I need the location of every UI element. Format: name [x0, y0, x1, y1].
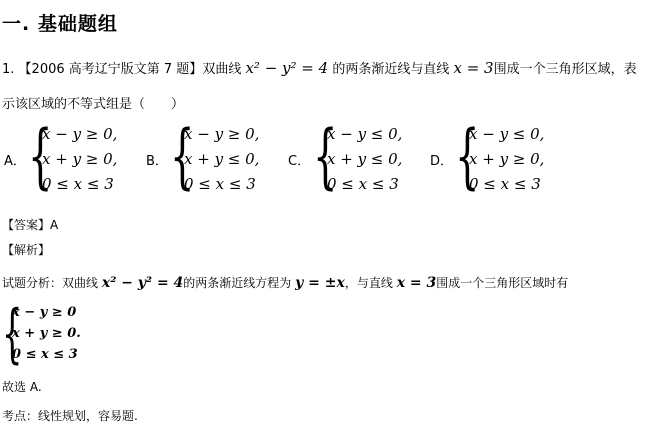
analysis-tail: 围成一个三角形区域时有 — [436, 276, 569, 290]
option-d-letter: D． — [430, 154, 454, 169]
question-line-2: 示该区域的不等式组是（ ） — [2, 97, 185, 112]
option-b-line-1: x − y ≥ 0, — [184, 125, 260, 143]
line-equation: x = 3 — [453, 59, 494, 77]
option-a-letter: A． — [4, 154, 26, 169]
option-a-line-3: 0 ≤ x ≤ 3 — [42, 175, 114, 193]
option-d-line-3: 0 ≤ x ≤ 3 — [469, 175, 541, 193]
brace-icon: { — [313, 115, 338, 197]
option-d-line-1: x − y ≤ 0, — [469, 125, 545, 143]
brace-icon: { — [28, 115, 53, 197]
analysis-line — [2, 274, 568, 291]
conclusion: 故选 A. — [2, 380, 42, 394]
analysis-system-line-1: x − y ≥ 0 — [12, 305, 77, 320]
option-c-line-3: 0 ≤ x ≤ 3 — [327, 175, 399, 193]
answer-label: 【答案】A — [2, 218, 59, 232]
question-line-1 — [2, 58, 637, 77]
option-c-system — [313, 115, 403, 197]
brace-icon: { — [2, 297, 23, 371]
question-text-a: 双曲线 — [202, 62, 242, 77]
analysis-system — [2, 297, 81, 371]
knowledge-point: 考点：线性规划，容易题. — [2, 409, 138, 423]
option-b-line-3: 0 ≤ x ≤ 3 — [184, 175, 256, 193]
analysis-system-line-3: 0 ≤ x ≤ 3 — [12, 347, 78, 362]
analysis-mid2: ，与直线 — [344, 276, 393, 290]
option-c-line-2: x + y ≤ 0, — [327, 150, 403, 168]
analysis-system-line-2: x + y ≥ 0. — [12, 326, 81, 341]
hyperbola-equation: x² − y² = 4 — [245, 59, 329, 77]
option-b-system — [170, 115, 260, 197]
asymptote-equation: y = ±x — [295, 275, 345, 291]
option-c-line-1: x − y ≤ 0, — [327, 125, 403, 143]
option-d-line-2: x + y ≥ 0, — [469, 150, 545, 168]
option-d-system — [455, 115, 545, 197]
option-a-system — [28, 115, 118, 197]
question-text-c: 围成一个三角形区域，表 — [493, 62, 637, 77]
question-source: 【2006 高考辽宁版文第 7 题】 — [18, 62, 203, 77]
analysis-mid: 的两条渐近线方程为 — [183, 276, 292, 290]
question-number: 1. — [2, 62, 15, 77]
section-title: 一. 基础题组 — [2, 13, 118, 35]
option-c-letter: C． — [288, 154, 311, 169]
analysis-hyperbola-equation: x² − y² = 4 — [101, 275, 184, 291]
analysis-line-equation: x = 3 — [396, 275, 437, 291]
question-text-b: 的两条渐近线与直线 — [332, 62, 450, 77]
option-b-line-2: x + y ≤ 0, — [184, 150, 260, 168]
brace-icon: { — [170, 115, 195, 197]
brace-icon: { — [455, 115, 480, 197]
option-a-line-2: x + y ≥ 0, — [42, 150, 118, 168]
option-b-letter: B． — [146, 154, 168, 169]
option-a-line-1: x − y ≥ 0, — [42, 125, 118, 143]
analysis-label: 【解析】 — [2, 243, 51, 257]
analysis-intro: 试题分析：双曲线 — [2, 276, 99, 290]
